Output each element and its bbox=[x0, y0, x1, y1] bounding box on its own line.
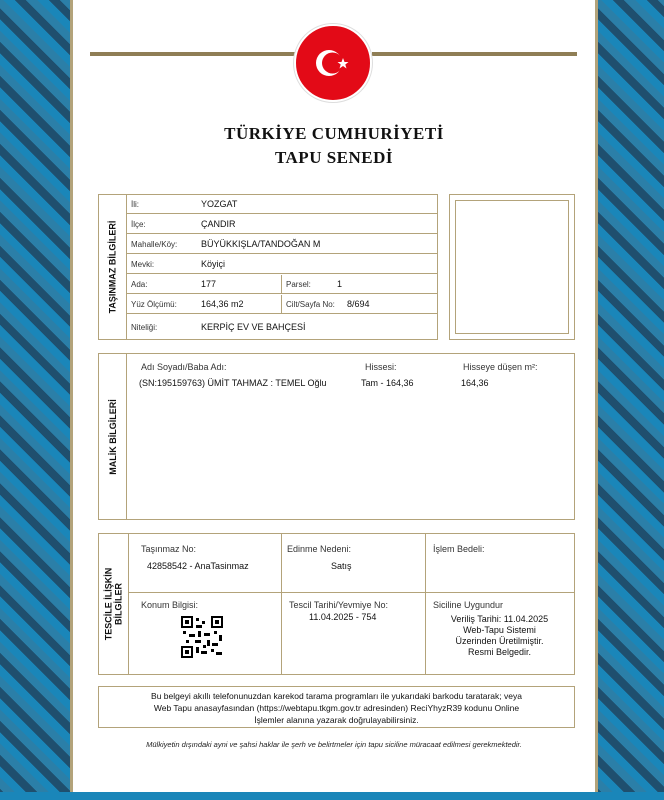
niteligi-value: KERPİÇ EV VE BAHÇESİ bbox=[201, 322, 306, 332]
tescil-tarihi-value: 11.04.2025 - 754 bbox=[309, 612, 377, 622]
ada-value: 177 bbox=[201, 279, 217, 289]
owner-name: (SN:195159763) ÜMİT TAHMAZ : TEMEL Oğlu bbox=[139, 378, 327, 388]
il-value: YOZGAT bbox=[201, 199, 238, 209]
mahalle-row: Mahalle/Köy: BÜYÜKKIŞLA/TANDOĞAN M bbox=[127, 235, 437, 254]
tasinmaz-section-label: TAŞINMAZ BİLGİLERİ bbox=[99, 195, 127, 339]
mevki-value: Köyiçi bbox=[201, 259, 226, 269]
ilce-value: ÇANDIR bbox=[201, 219, 236, 229]
yuzolcumu-value: 164,36 m2 bbox=[201, 299, 244, 309]
share-header: Hissesi: bbox=[365, 362, 397, 372]
footer-note: Mülkiyetin dışındaki ayni ve şahsi haklar ile şerh ve belirtmeler için tapu siciline müracaat edilmesi gerekmektedir. bbox=[146, 740, 522, 749]
tasinmaz-no-value: 42858542 - AnaTasinmaz bbox=[147, 561, 249, 571]
parsel-value: 1 bbox=[337, 279, 343, 289]
verilis-block: Veriliş Tarihi: 11.04.2025 Web-Tapu Sistemi Üzerinden Üretilmiştir. Resmi Belgedir. bbox=[450, 614, 549, 657]
niteligi-row: Niteliği: KERPİÇ EV VE BAHÇESİ bbox=[131, 322, 306, 332]
owner-area: 164,36 bbox=[461, 378, 489, 388]
verification-notice: Bu belgeyi akıllı telefonunuzdan karekod tarama programları ile yukarıdaki barkodu taratarak; veya Web Tapu anasayfasından (https://webtapu.tkgm.gov.tr adresinden) ReciYhyzR39 kodunu Online İşlemler alanına yazarak doğrulayabilirsiniz. bbox=[98, 686, 575, 728]
konum-label: Konum Bilgisi: bbox=[141, 600, 199, 610]
edinme-value: Satış bbox=[331, 561, 352, 571]
document-title-line1: TÜRKİYE CUMHURİYETİ bbox=[224, 124, 444, 143]
ada-parsel-row: Ada: 177 Parsel: 1 bbox=[127, 275, 437, 294]
tasinmaz-no-label: Taşınmaz No: bbox=[141, 544, 197, 554]
tescil-section bbox=[98, 533, 575, 675]
document-title-line2: TAPU SENEDİ bbox=[274, 148, 394, 167]
gold-divider-right bbox=[372, 52, 577, 56]
qr-code-icon[interactable] bbox=[181, 616, 223, 658]
mahalle-value: BÜYÜKKIŞLA/TANDOĞAN M bbox=[201, 239, 321, 249]
tasinmaz-section bbox=[98, 194, 438, 340]
photo-frame bbox=[449, 194, 575, 340]
right-decorative-border bbox=[598, 0, 664, 800]
mevki-row: Mevki: Köyiçi bbox=[127, 255, 437, 274]
crescent-star-icon bbox=[308, 38, 358, 88]
islem-bedeli-label: İşlem Bedeli: bbox=[433, 544, 485, 554]
tescil-tarihi-label: Tescil Tarihi/Yevmiye No: bbox=[289, 600, 389, 610]
yuzolcumu-row: Yüz Ölçümü: 164,36 m2 Cilt/Sayfa No: 8/694 bbox=[127, 295, 437, 314]
left-decorative-border bbox=[0, 0, 70, 800]
tescil-section-label: TESCİLE İLİŞKİN BİLGİLER bbox=[99, 534, 129, 674]
bottom-decorative-border bbox=[0, 792, 664, 800]
ilce-row: İlçe: ÇANDIR bbox=[127, 215, 437, 234]
owner-name-header: Adı Soyadı/Baba Adı: bbox=[141, 362, 227, 372]
owner-share: Tam - 164,36 bbox=[361, 378, 414, 388]
il-row: İli: YOZGAT bbox=[127, 195, 437, 214]
turkish-flag-emblem bbox=[294, 24, 372, 102]
sicil-label: Siciline Uygundur bbox=[433, 600, 504, 610]
cilt-value: 8/694 bbox=[347, 299, 370, 309]
edinme-label: Edinme Nedeni: bbox=[287, 544, 352, 554]
malik-section bbox=[98, 353, 575, 520]
area-header: Hisseye düşen m²: bbox=[463, 362, 538, 372]
malik-section-label: MALİK BİLGİLERİ bbox=[99, 354, 127, 519]
gold-divider-left bbox=[90, 52, 295, 56]
